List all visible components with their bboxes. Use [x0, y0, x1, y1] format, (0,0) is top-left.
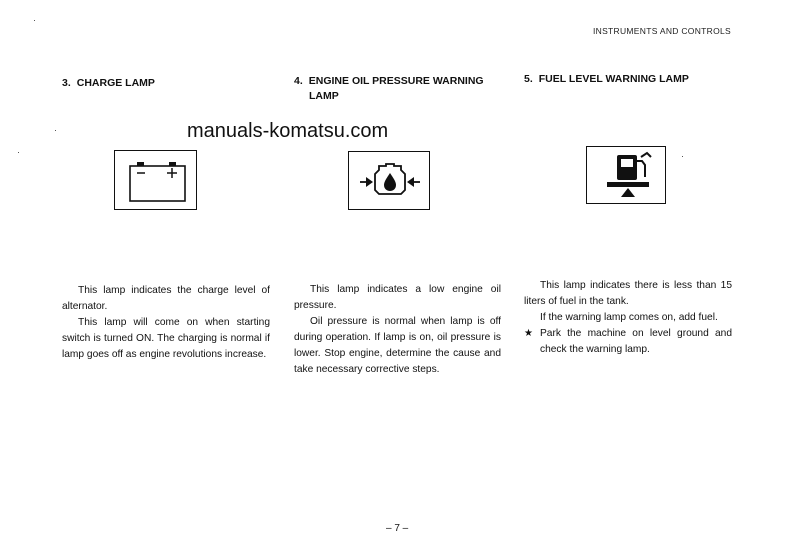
fuel-level-icon	[586, 146, 666, 204]
section-4-title-line2: LAMP	[309, 90, 339, 102]
scan-speck	[34, 20, 35, 21]
section-4-title	[294, 74, 509, 104]
section-4-title-line1: ENGINE OIL PRESSURE WARNING	[308, 75, 484, 87]
section-3-paragraph: This lamp indicates the charge level of alternator.	[62, 285, 270, 312]
page-header: INSTRUMENTS AND CONTROLS	[592, 26, 731, 36]
section-5-note	[524, 326, 732, 358]
section-5-title-text: FUEL LEVEL WARNING LAMP	[538, 73, 689, 85]
battery-icon	[114, 150, 197, 210]
section-5-title	[524, 72, 689, 87]
scan-speck	[682, 156, 683, 157]
section-3-title	[62, 76, 155, 91]
section-3-body	[62, 283, 270, 363]
watermark-text: manuals-komatsu.com	[187, 120, 389, 142]
section-4-number: 4.	[294, 75, 303, 87]
star-icon: ★	[524, 328, 534, 339]
section-5-note-text: Park the machine on level ground and check the warning lamp.	[540, 328, 732, 355]
section-3-paragraph: This lamp will come on when starting switch is turned ON. The charging is normal if lamp goes off as engine revolutions increase.	[62, 317, 270, 360]
section-4-paragraph: Oil pressure is normal when lamp is off during operation. If lamp is on, oil pressure is lower. Stop engine, determine the cause and take necessary corrective steps.	[294, 316, 501, 375]
section-5-paragraph: This lamp indicates there is less than 15 liters of fuel in the tank.	[524, 280, 732, 307]
section-5-paragraph: If the warning lamp comes on, add fuel.	[540, 312, 718, 323]
scan-speck	[55, 130, 56, 131]
page-number: – 7 –	[386, 523, 409, 534]
section-3-title-text: CHARGE LAMP	[76, 77, 155, 89]
section-4-paragraph: This lamp indicates a low engine oil pressure.	[294, 284, 501, 311]
scan-speck	[18, 152, 19, 153]
section-5-body	[524, 278, 732, 358]
section-3-number: 3.	[62, 77, 71, 89]
oil-pressure-icon	[348, 151, 430, 210]
section-4-body	[294, 282, 501, 378]
section-5-number: 5.	[524, 73, 533, 85]
